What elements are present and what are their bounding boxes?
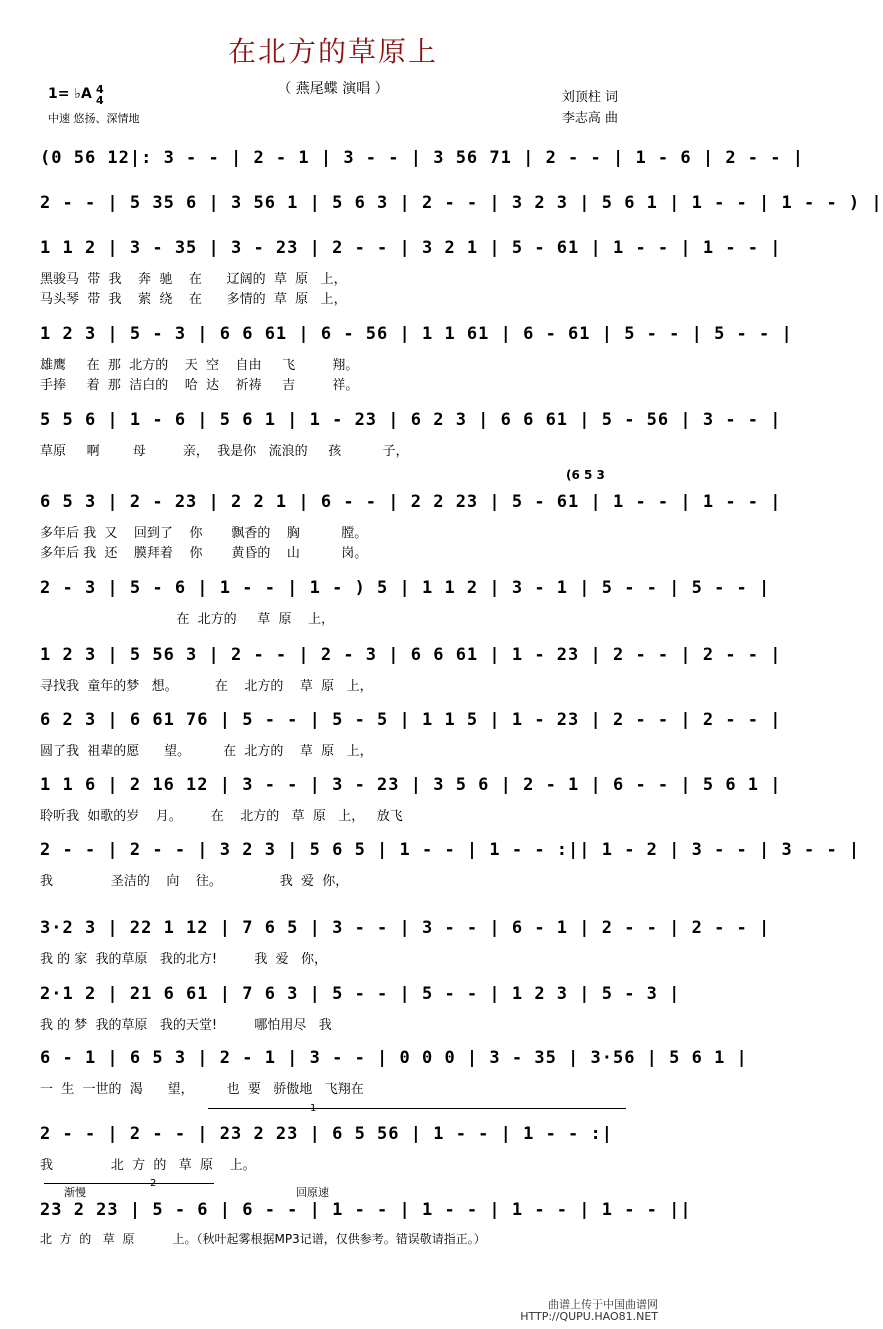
notation-line: 1 1 2 | 3 - 35 | 3 - 23 | 2 - - | 3 2 1 | 5 - 61 | 1 - - | 1 - - | [40,238,782,258]
lyric-line-1: 多年后 我 又 回到了 你 飘香的 胸 膛。 [40,526,368,541]
performer-subtitle: （ 燕尾蝶 演唱 ） [277,81,389,97]
lyric-line-1: 北 方 的 草 原 上。（秋叶起雾根据MP3记谱，仅供参考。错误敬请指正。） [40,1232,486,1246]
lyric-line-1: 我 的 家 我的草原 我的北方! 我 爱 你， [40,952,327,967]
time-signature [96,84,104,106]
notation-line: 6 5 3 | 2 - 23 | 2 2 1 | 6 - - | 2 2 23 | 5 - 61 | 1 - - | 1 - - | [40,492,782,512]
a-tempo-marking: 回原速 [296,1186,329,1199]
lyric-line-1: 聆听我 如歌的岁 月。 在 北方的 草 原 上， 放飞 [40,809,403,824]
ritardando-marking: 渐慢 [64,1186,86,1199]
lyric-line-1: 寻找我 童年的梦 想。 在 北方的 草 原 上， [40,679,373,694]
notation-line: 5 5 6 | 1 - 6 | 5 6 1 | 1 - 23 | 6 2 3 | 6 6 61 | 5 - 56 | 3 - - | [40,410,782,430]
time-top: 4 [96,83,104,96]
lyric-line-1: 黑骏马 带 我 奔 驰 在 辽阔的 草 原 上， [40,272,347,287]
notation-line: 2 - - | 2 - - | 23 2 23 | 6 5 56 | 1 - - | 1 - - :| [40,1124,613,1144]
site-watermark [520,1299,658,1323]
watermark-line-1: 曲谱上传于中国曲谱网 [548,1298,658,1311]
tempo-marking: 中速 悠扬、深情地 [48,112,140,125]
lyric-line-1: 雄鹰 在 那 北方的 天 空 自由 飞 翔。 [40,358,359,373]
page-title: 在北方的草原上 [227,35,438,68]
lyric-line-1: 一 生 一世的 渴 望， 也 要 骄傲地 飞翔在 [40,1082,364,1097]
lyric-line-2: 手捧 着 那 洁白的 哈 达 祈祷 吉 祥。 [40,378,359,393]
lyricist-credit: 刘顶柱 词 [561,90,618,105]
notation-line: 1 2 3 | 5 56 3 | 2 - - | 2 - 3 | 6 6 61 | 1 - 23 | 2 - - | 2 - - | [40,645,782,665]
volta-2-label: 2 [150,1178,157,1189]
lyric-line-1: 我 的 梦 我的草原 我的天堂! 哪怕用尽 我 [40,1018,332,1033]
composer-credit: 李志高 曲 [561,111,618,126]
notation-line: 6 2 3 | 6 61 76 | 5 - - | 5 - 5 | 1 1 5 | 1 - 23 | 2 - - | 2 - - | [40,710,782,730]
lyric-line-2: 马头琴 带 我 萦 绕 在 多情的 草 原 上， [40,292,347,307]
watermark-line-2: HTTP://QUPU.HAO81.NET [520,1310,658,1323]
lyric-line-1: 我 圣洁的 向 往。 我 爱 你， [40,874,349,889]
lyric-line-2: 多年后 我 还 膜拜着 你 黄昏的 山 岗。 [40,546,368,561]
volta-1-line [208,1108,626,1109]
lyric-line-1: 在 北方的 草 原 上， [40,612,335,627]
notation-line: 23 2 23 | 5 - 6 | 6 - - | 1 - - | 1 - - | 1 - - | 1 - - || [40,1200,692,1220]
lyric-line-1: 我 北 方 的 草 原 上。 [40,1158,256,1173]
lyric-line-1: 草原 啊 母 亲， 我是你 流浪的 孩 子， [40,444,409,459]
notation-line: 2 - - | 5 35 6 | 3 56 1 | 5 6 3 | 2 - - | 3 2 3 | 5 6 1 | 1 - - | 1 - - ) | [40,193,883,213]
volta-2-line [44,1183,214,1184]
volta-1-label: 1 [310,1103,317,1114]
time-bottom: 4 [96,94,104,107]
notation-line: 3·2 3 | 22 1 12 | 7 6 5 | 3 - - | 3 - - | 6 - 1 | 2 - - | 2 - - | [40,918,771,938]
notation-line: 1 2 3 | 5 - 3 | 6 6 61 | 6 - 56 | 1 1 61 | 6 - 61 | 5 - - | 5 - - | [40,324,793,344]
key-signature: 1= ♭A [48,86,92,102]
notation-line: 6 - 1 | 6 5 3 | 2 - 1 | 3 - - | 0 0 0 | 3 - 35 | 3·56 | 5 6 1 | [40,1048,748,1068]
notation-line: 2 - 3 | 5 - 6 | 1 - - | 1 - ) 5 | 1 1 2 | 3 - 1 | 5 - - | 5 - - | [40,578,771,598]
alt-ending-bracket: (6 5 3 [566,468,605,482]
notation-line: (0 56 12|: 3 - - | 2 - 1 | 3 - - | 3 56 71 | 2 - - | 1 - 6 | 2 - - | [40,148,804,168]
notation-line: 2 - - | 2 - - | 3 2 3 | 5 6 5 | 1 - - | 1 - - :|| 1 - 2 | 3 - - | 3 - - | [40,840,861,860]
lyric-line-1: 圆了我 祖辈的愿 望。 在 北方的 草 原 上， [40,744,373,759]
notation-line: 1 1 6 | 2 16 12 | 3 - - | 3 - 23 | 3 5 6 | 2 - 1 | 6 - - | 5 6 1 | [40,775,782,795]
notation-line: 2·1 2 | 21 6 61 | 7 6 3 | 5 - - | 5 - - | 1 2 3 | 5 - 3 | [40,984,681,1004]
